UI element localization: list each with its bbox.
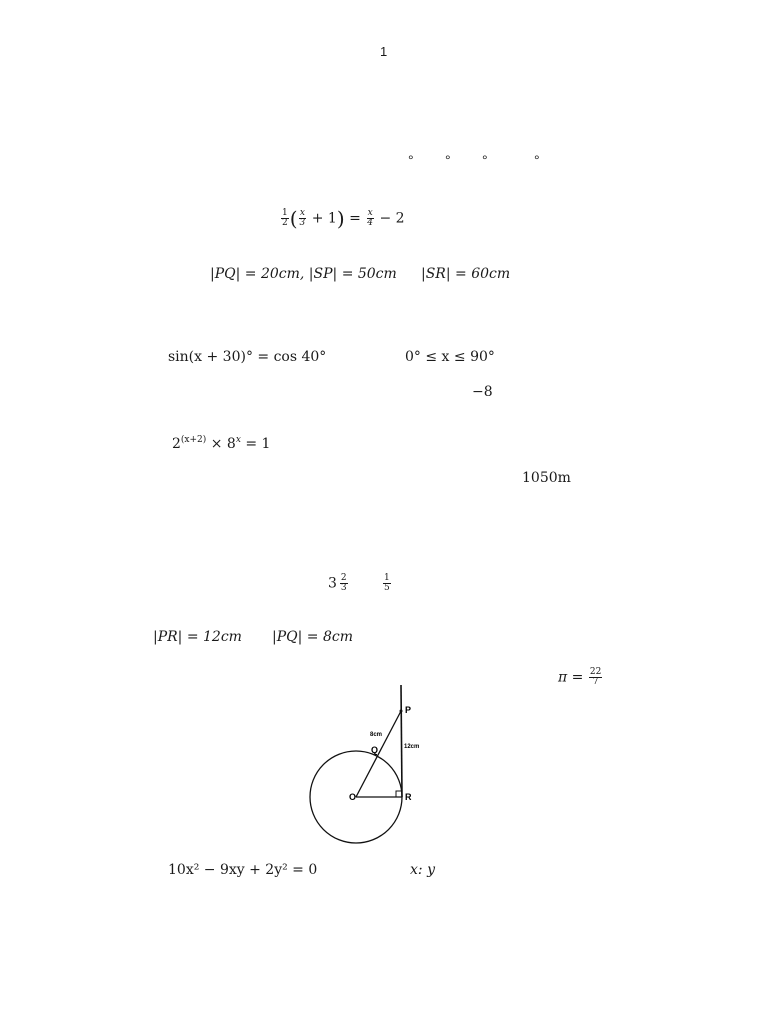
circle-tangent-figure xyxy=(300,683,430,853)
exponential-equation: $2^{(x+2)} \times 8^x = 1$ xyxy=(172,435,271,452)
degree-mark: ° xyxy=(445,152,451,168)
distance-value: 1050m xyxy=(522,470,571,486)
secant-op xyxy=(356,711,401,797)
trig-equation: sin(x + 30)° = cos 40° xyxy=(168,349,327,365)
degree-mark: ° xyxy=(408,152,414,168)
mixed-number: 3 $\frac{2}{3}$ xyxy=(328,573,347,593)
fraction: $\frac{x}{3}$ xyxy=(299,208,306,228)
label-p: P xyxy=(405,705,412,715)
degree-mark: ° xyxy=(534,152,540,168)
angle-range: 0° ≤ x ≤ 90° xyxy=(405,349,495,365)
quadratic-equation: 10x² − 9xy + 2y² = 0 xyxy=(168,862,318,878)
fraction: $\frac{x}{4}$ xyxy=(367,208,374,228)
label-8cm: 8cm xyxy=(370,732,383,738)
label-q: Q xyxy=(371,745,379,755)
label-r: R xyxy=(405,792,412,802)
fraction: $\frac{1}{2}$ xyxy=(282,208,288,228)
length-pr: |PR| = 12cm xyxy=(153,629,242,645)
length-sr: |SR| = 60cm xyxy=(421,266,511,282)
label-12cm: 12cm xyxy=(404,744,420,750)
label-o: O xyxy=(349,792,357,802)
lengths-pq-sp: |PQ| = 20cm, |SP| = 50cm xyxy=(210,266,397,282)
page-number: 1 xyxy=(380,44,388,59)
value-minus-8: −8 xyxy=(472,384,493,400)
pi-approximation: π = $\frac{22}{7}$ xyxy=(558,667,602,687)
point-p xyxy=(400,710,403,713)
ratio-x-y: x: y xyxy=(410,862,435,878)
length-pq: |PQ| = 8cm xyxy=(272,629,353,645)
equation-linear: $\frac{1}{2}$ ( $\frac{x}{3}$ + 1) = $\frac{x}{4}$ − 2 xyxy=(282,206,405,231)
tangent-line xyxy=(401,685,402,797)
fraction-one-fifth: $\frac{1}{5}$ xyxy=(384,573,390,593)
degree-mark: ° xyxy=(482,152,488,168)
